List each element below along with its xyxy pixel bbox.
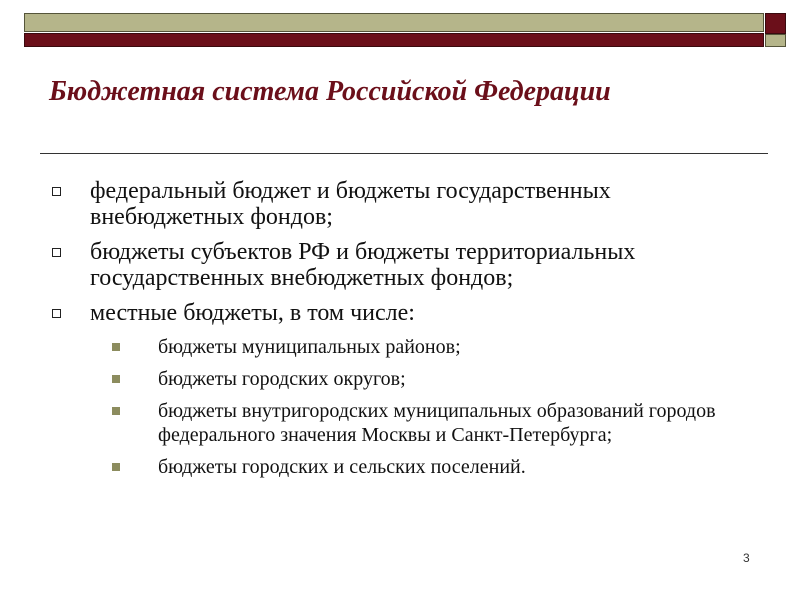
bullet-list [48,178,748,487]
sub-list-item [48,399,738,447]
header-bar-olive [24,13,764,32]
sub-bullet-list [48,335,748,479]
sub-list-item [48,335,738,359]
list-item-text: федеральный бюджет и бюджеты государственных внебюджетных фондов; [90,178,611,230]
list-item-text: бюджеты субъектов РФ и бюджеты территориальных государственных внебюджетных фондов; [90,239,636,291]
header-square-maroon [765,13,786,34]
page-number: 3 [743,551,750,565]
filled-square-bullet-icon [112,407,120,415]
sub-list-item [48,455,738,479]
filled-square-bullet-icon [112,375,120,383]
title-divider [40,153,768,154]
header-bar-maroon [24,33,764,47]
list-item [48,239,748,291]
hollow-square-bullet-icon [52,187,61,196]
header-square-olive [765,34,786,47]
list-item-text: местные бюджеты, в том числе: [90,300,415,326]
sub-list-item-text: бюджеты внутригородских муниципальных образований городов федерального значения Москвы и Санкт-Петербурга; [158,400,716,446]
filled-square-bullet-icon [112,343,120,351]
sub-list-item [48,367,738,391]
hollow-square-bullet-icon [52,248,61,257]
filled-square-bullet-icon [112,463,120,471]
slide-title: Бюджетная система Российской Федерации [49,76,611,107]
list-item [48,300,748,326]
sub-list-item-text: бюджеты городских и сельских поселений. [158,456,526,478]
list-item [48,178,748,230]
hollow-square-bullet-icon [52,309,61,318]
sub-list-item-text: бюджеты городских округов; [158,368,406,390]
sub-list-item-text: бюджеты муниципальных районов; [158,336,461,358]
